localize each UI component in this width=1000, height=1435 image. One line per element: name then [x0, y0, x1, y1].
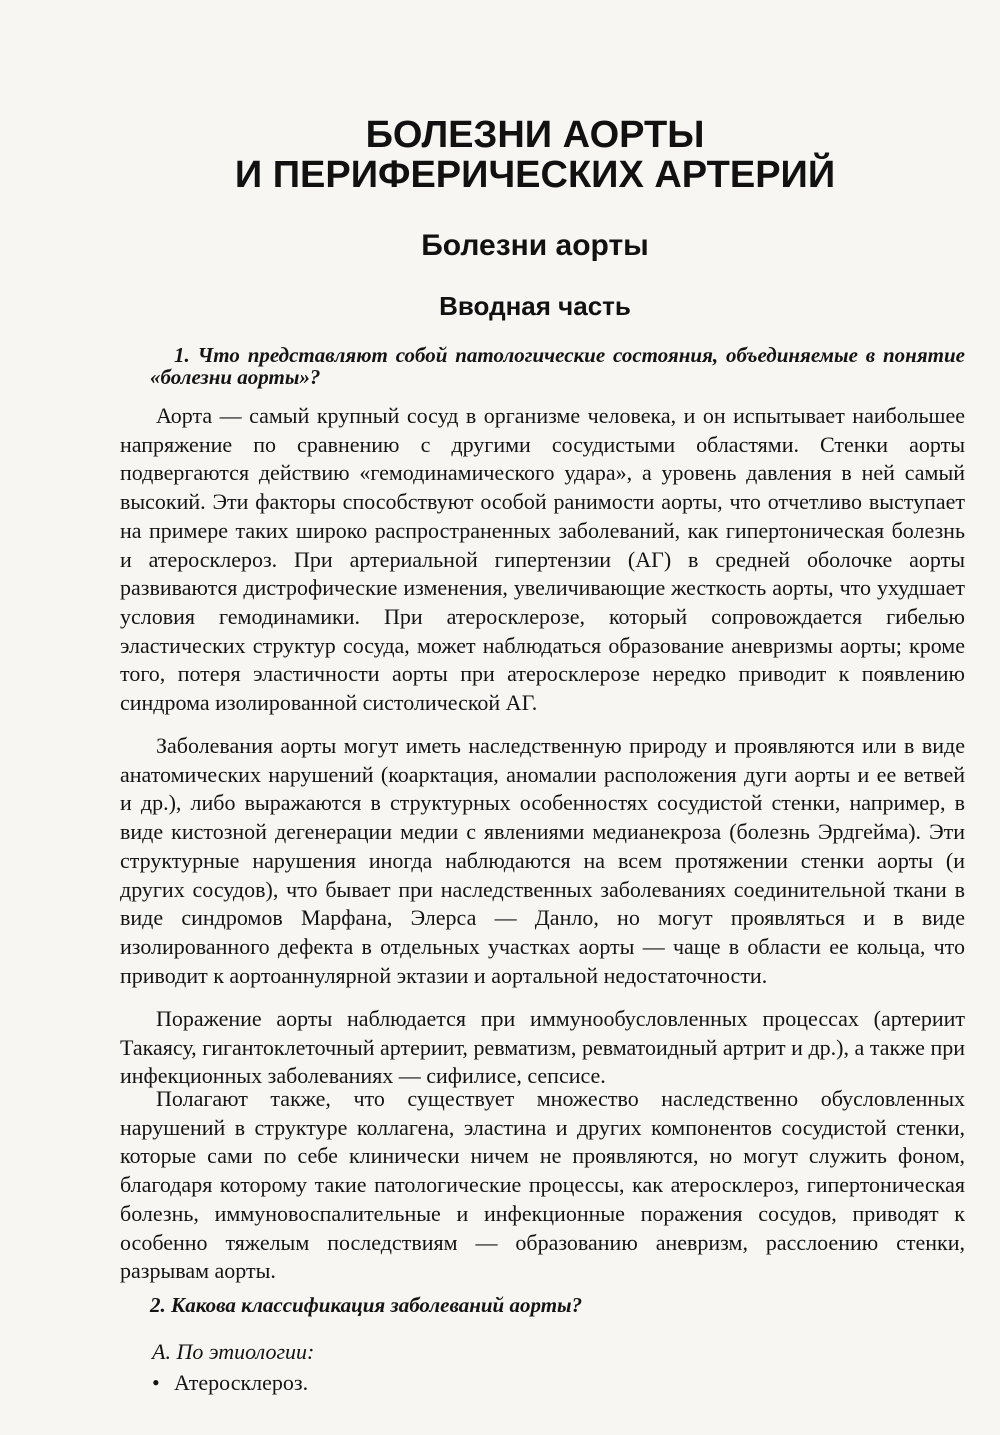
classification-list — [152, 1369, 308, 1397]
bullet-icon: • — [152, 1370, 160, 1395]
subsection-title: Вводная часть — [439, 291, 631, 321]
classification-heading: А. По этиологии: — [152, 1339, 315, 1364]
chapter-title-line-1: БОЛЕЗНИ АОРТЫ — [365, 114, 705, 156]
paragraph-2: Заболевания аорты могут иметь наследственную природу и проявляются или в виде анатомических нарушений (коарктация, аномалии расположения дуги аорты и ее ветвей и др.), либо выражаются в структурных особенностях сосудистой стенки, например, в виде кистозной дегенерации медии с явлениями медианекроза (болезнь Эрдгейма). Эти структурные нарушения иногда наблюдаются на всем протяжении стенки аорты (и других сосудов), что бывает при наследственных заболеваниях соединительной ткани в виде синдромов Марфана, Элерса — Данло, но могут проявляться и в виде изолированного дефекта в отдельных участках аорты — чаще в области ее кольца, что приводит к аортоаннулярной эктазии и аортальной недостаточности. — [120, 733, 965, 988]
paragraph-1: Аорта — самый крупный сосуд в организме человека, и он испытывает наибольшее напряжение по сравнению с другими сосудистыми областями. Стенки аорты подвергаются действию «гемодинамического удара», а уровень давления в ней самый высокий. Эти факторы способствуют особой ранимости аорты, что отчетливо выступает на примере таких широко распространенных заболеваний, как гипертоническая болезнь и атеросклероз. При артериальной гипертензии (АГ) в средней оболочке аорты развиваются дистрофические изменения, увеличивающие жесткость аорты, что ухудшает условия гемодинамики. При атеросклерозе, который сопровождается гибелью эластических структур сосуда, может наблюдаться образование аневризмы аорты; кроме того, потеря эластичности аорты при атеросклерозе нередко приводит к появлению синдрома изолированной систолической АГ. — [120, 403, 965, 716]
section-title: Болезни аорты — [421, 229, 649, 262]
list-item-text: Атеросклероз. — [174, 1370, 309, 1395]
paragraph-3: Поражение аорты наблюдается при иммунообусловленных процессах (артериит Такаясу, гигантоклеточный артериит, ревматизм, ревматоидный артрит и др.), а также при инфекционных заболеваниях — сифилисе, сепсисе. — [120, 1006, 965, 1089]
chapter-title-line-2: И ПЕРИФЕРИЧЕСКИХ АРТЕРИЙ — [234, 154, 836, 196]
paragraph-4: Полагают также, что существует множество наследственно обусловленных нарушений в структуре коллагена, эластина и других компонентов сосудистой стенки, которые сами по себе клинически ничем не проявляются, но могут служить фоном, благодаря которому такие патологические процессы, как атеросклероз, гипертоническая болезнь, иммуновоспалительные и инфекционные поражения сосудов, приводят к особенно тяжелым последствиям — образованию аневризм, расслоению стенки, разрывам аорты. — [120, 1086, 965, 1284]
question-1: 1. Что представляют собой патологические состояния, объединяемые в понятие «болезни аорты»? — [150, 343, 965, 389]
question-2: 2. Какова классификация заболеваний аорты? — [150, 1293, 583, 1317]
list-item — [152, 1369, 308, 1397]
